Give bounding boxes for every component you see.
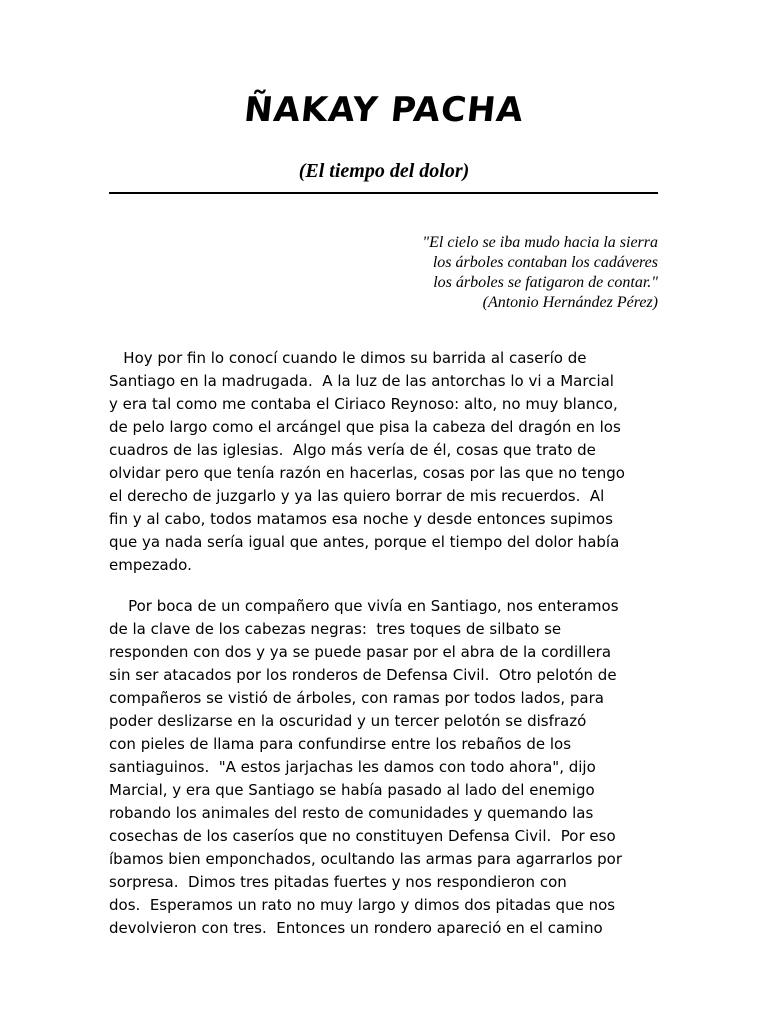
epigraph [238, 233, 658, 313]
paragraph-line: olvidar pero que tenía razón en hacerlas, cosas por las que no tengo [109, 464, 625, 482]
paragraph-line: devolvieron con tres. Entonces un rondero apareció en el camino [109, 919, 603, 937]
paragraph-line: compañeros se vistió de árboles, con ramas por todos lados, para [109, 689, 604, 707]
body-paragraph-2 [109, 595, 661, 940]
paragraph-line: sin ser atacados por los ronderos de Defensa Civil. Otro pelotón de [109, 666, 617, 684]
paragraph-line: dos. Esperamos un rato no muy largo y dimos dos pitadas que nos [109, 896, 616, 914]
paragraph-line: íbamos bien emponchados, ocultando las armas para agarrarlos por [109, 850, 623, 868]
paragraph-line: cosechas de los caseríos que no constituyen Defensa Civil. Por eso [109, 827, 616, 845]
paragraph-line: que ya nada sería igual que antes, porque el tiempo del dolor había [109, 533, 620, 551]
epigraph-line: los árboles contaban los cadáveres [432, 254, 658, 271]
paragraph-line: Por boca de un compañero que vivía en Santiago, nos enteramos [109, 597, 619, 615]
paragraph-line: de pelo largo como el arcángel que pisa la cabeza del dragón en los [109, 418, 621, 436]
epigraph-line: "El cielo se iba mudo hacia la sierra [422, 234, 658, 251]
paragraph-line: de la clave de los cabezas negras: tres toques de silbato se [109, 620, 562, 638]
paragraph-line: responden con dos y ya se puede pasar por el abra de la cordillera [109, 643, 612, 661]
paragraph-line: con pieles de llama para confundirse entre los rebaños de los [109, 735, 572, 753]
paragraph-line: robando los animales del resto de comunidades y quemando las [109, 804, 594, 822]
epigraph-line: los árboles se fatigaron de contar." [433, 274, 658, 291]
paragraph-line: poder deslizarse en la oscuridad y un tercer pelotón se disfrazó [109, 712, 587, 730]
paragraph-line: y era tal como me contaba el Ciriaco Reynoso: alto, no muy blanco, [109, 395, 618, 413]
paragraph-line: fin y al cabo, todos matamos esa noche y desde entonces supimos [109, 510, 613, 528]
paragraph-line: cuadros de las iglesias. Algo más vería de él, cosas que trato de [109, 441, 596, 459]
document-subtitle: (El tiempo del dolor) [298, 160, 470, 182]
paragraph-line: Marcial, y era que Santiago se había pasado al lado del enemigo [109, 781, 595, 799]
paragraph-line: sorpresa. Dimos tres pitadas fuertes y nos respondieron con [109, 873, 567, 891]
title-divider [109, 192, 658, 194]
body-paragraph-1 [109, 347, 661, 577]
epigraph-attribution: (Antonio Hernández Pérez) [482, 294, 658, 311]
paragraph-line: Santiago en la madrugada. A la luz de las antorchas lo vi a Marcial [109, 372, 614, 390]
paragraph-line: el derecho de juzgarlo y ya las quiero borrar de mis recuerdos. Al [109, 487, 605, 505]
document-title: ÑAKAY PACHA [242, 90, 526, 130]
paragraph-line: santiaguinos. "A estos jarjachas les damos con todo ahora", dijo [109, 758, 596, 776]
paragraph-line: Hoy por fin lo conocí cuando le dimos su barrida al caserío de [109, 349, 587, 367]
paragraph-line: empezado. [109, 556, 192, 574]
